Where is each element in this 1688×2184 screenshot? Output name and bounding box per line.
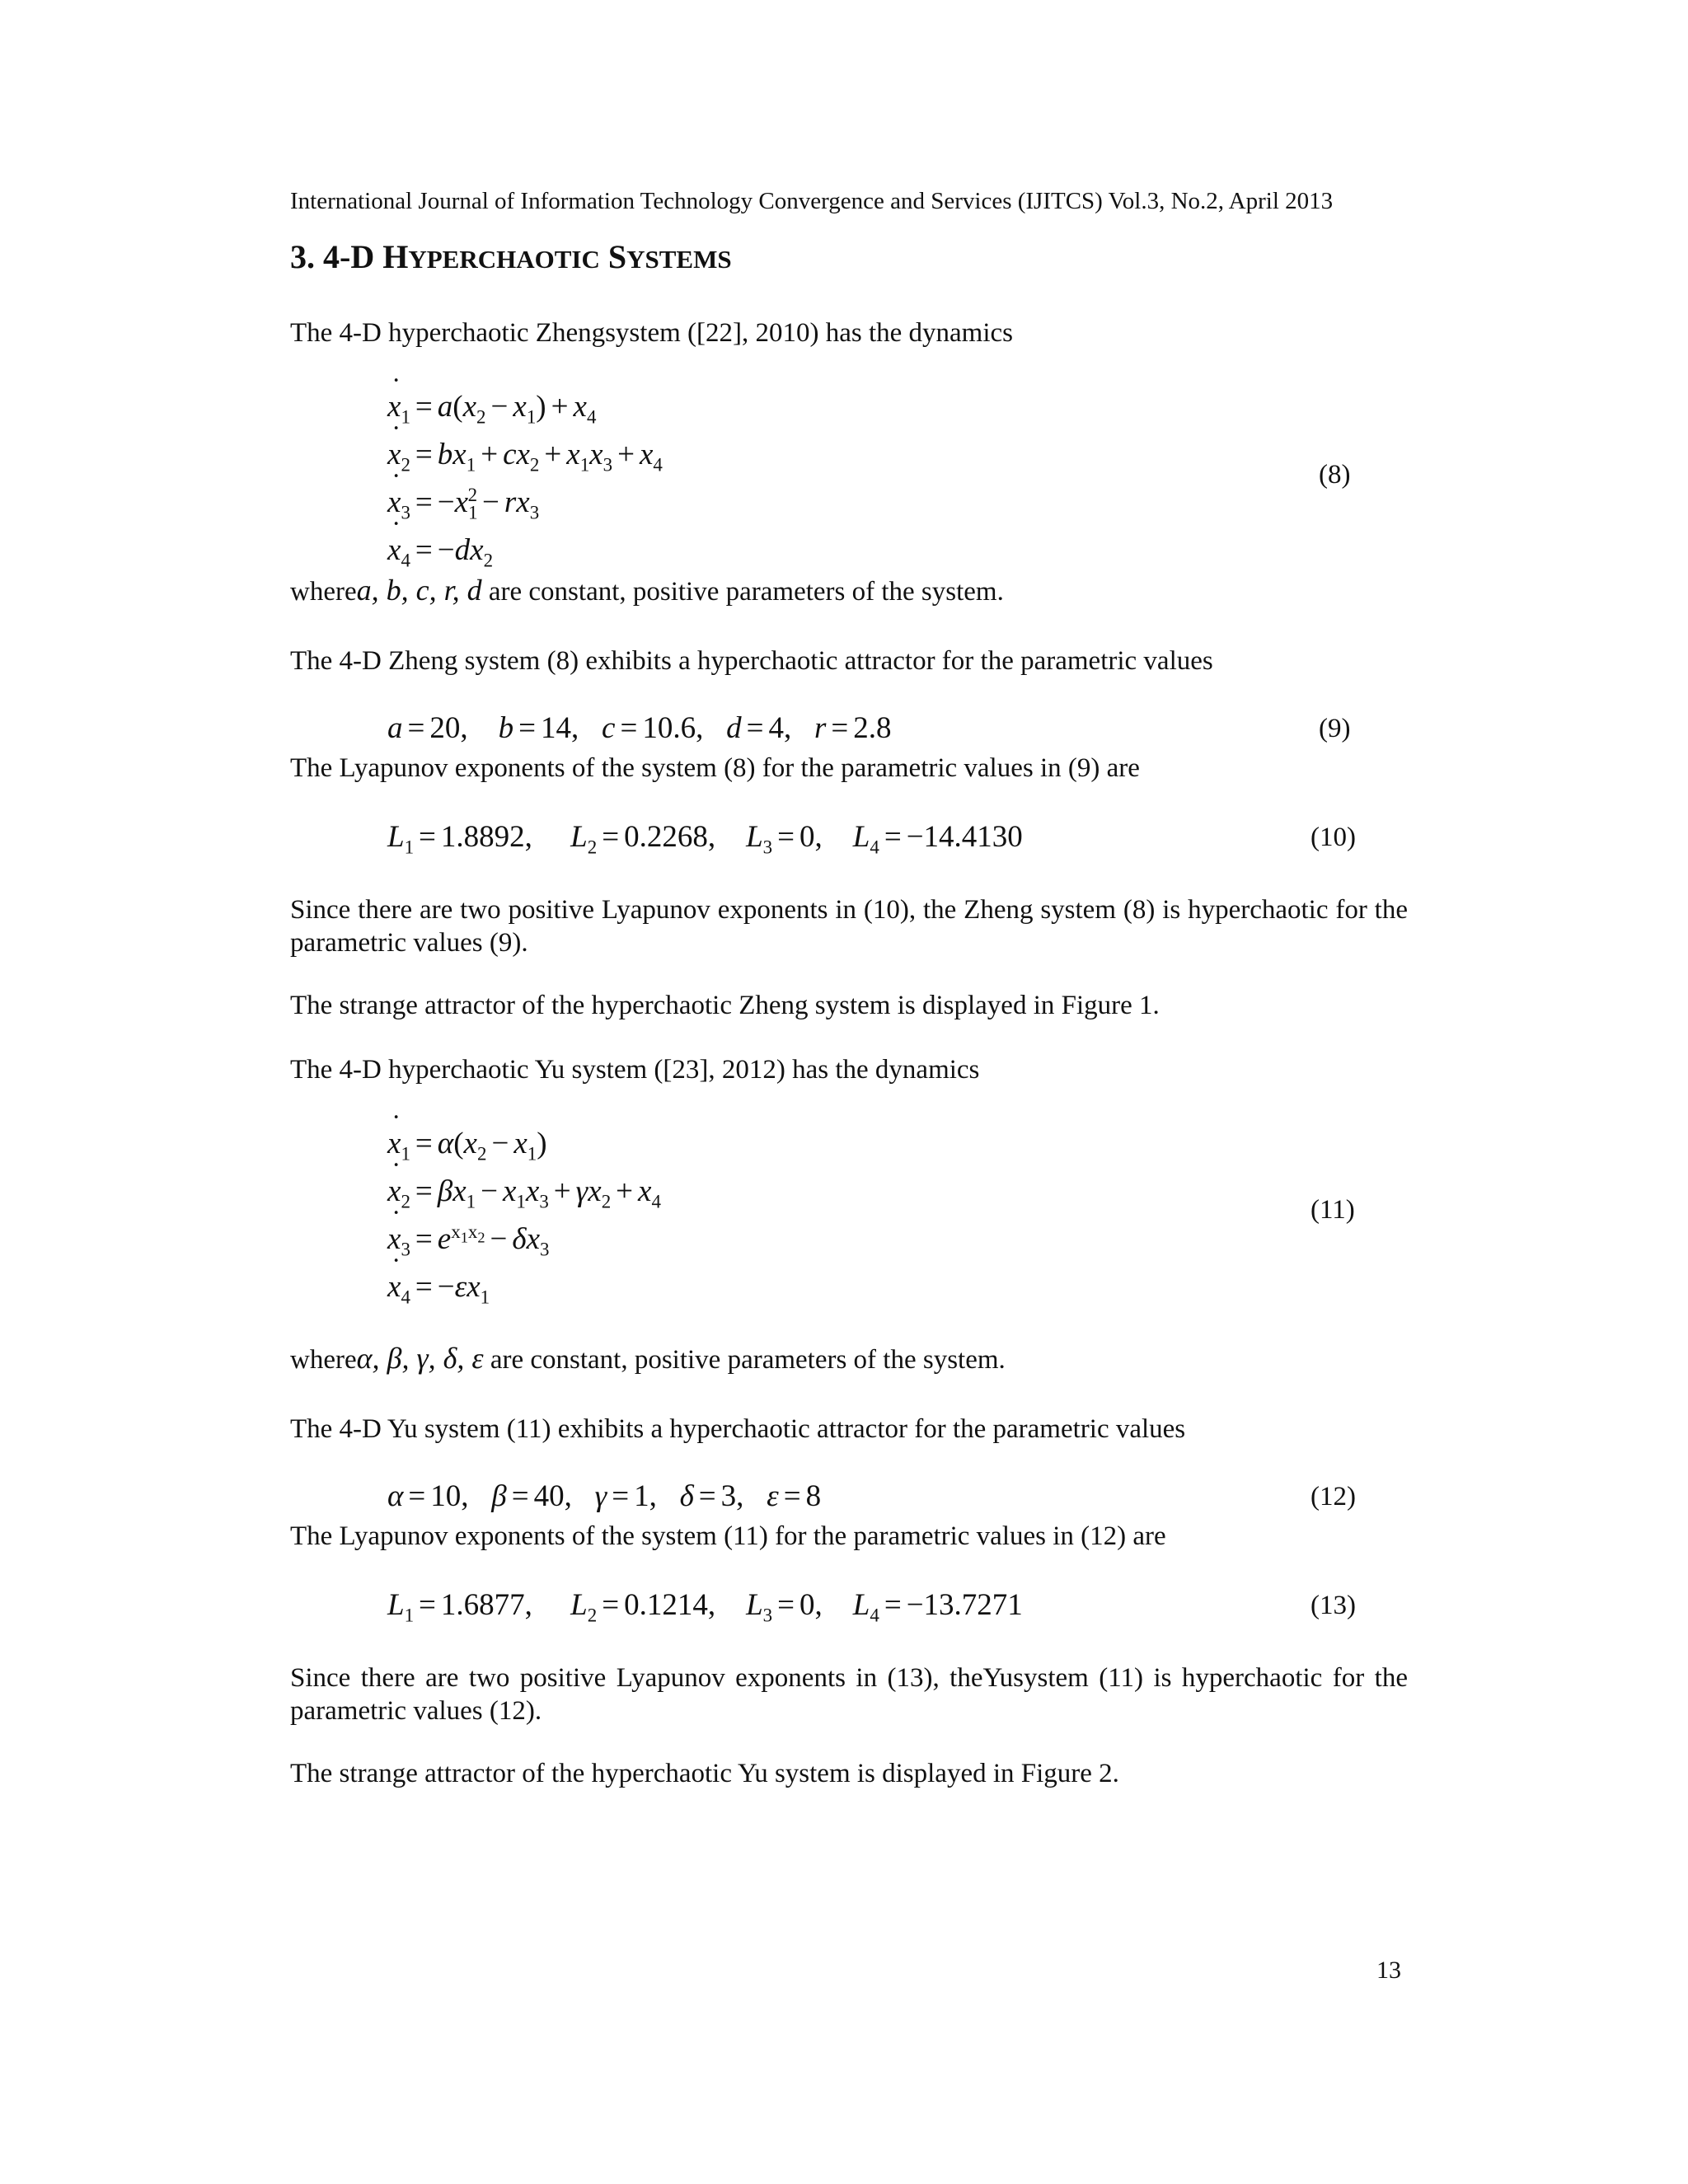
section-title-cap1: H [382, 238, 409, 275]
equation-line: ˙ $x_1 = \alpha(x_2 - x_1)$ [387, 1126, 547, 1161]
paragraph-yu-conclusion: Since there are two positive Lyapunov exponents in (13), theYusystem (11) is hyperchaotic for the parametric values (12). [290, 1663, 1408, 1726]
yu-parameter-values: α = 10, β = 40, γ = 1, δ = 3, ε = 8 [387, 1479, 822, 1513]
param-list: α, β, γ, δ, ε [356, 1342, 484, 1375]
lyapunov-L4: −13.7271 [906, 1588, 1023, 1622]
equation-number-10: (10) [1311, 823, 1356, 852]
equation-line: ˙ $x_4 = -dx_2$ [387, 532, 493, 568]
equation-number-13: (13) [1311, 1591, 1356, 1620]
lyapunov-L1: 1.8892 [440, 820, 525, 854]
paragraph-zheng-intro: The 4-D hyperchaotic Zhengsystem ([22], 2010) has the dynamics [290, 318, 1013, 348]
page-number: 13 [1376, 1957, 1401, 1984]
text-where: where [290, 1345, 357, 1375]
paragraph-zheng-attractor: The 4-D Zheng system (8) exhibits a hyperchaotic attractor for the parametric values [290, 646, 1213, 676]
text-where: where [290, 577, 357, 607]
text-suffix: are constant, positive parameters of the system. [490, 1345, 1006, 1375]
section-title-cap2: S [607, 238, 627, 275]
param-d: 4 [768, 711, 784, 745]
paragraph-zheng-lyapunov: The Lyapunov exponents of the system (8) for the parametric values in (9) are [290, 753, 1140, 783]
equation-number-9: (9) [1319, 714, 1351, 743]
paragraph-yu-attractor: The 4-D Yu system (11) exhibits a hyperchaotic attractor for the parametric values [290, 1414, 1186, 1444]
equation-line: ˙ $x_4 = -\varepsilon x_1$ [387, 1269, 490, 1305]
equation-number-12: (12) [1311, 1482, 1356, 1511]
section-number: 3. 4-D [290, 238, 375, 275]
lyapunov-L2: 0.2268 [624, 820, 708, 854]
paragraph-yu-intro: The 4-D hyperchaotic Yu system ([23], 2012) has the dynamics [290, 1055, 980, 1085]
param-beta: 40 [533, 1479, 565, 1513]
equation-number-11: (11) [1311, 1195, 1355, 1225]
lyapunov-L1: 1.6877 [440, 1588, 525, 1622]
param-c: 10.6 [642, 711, 696, 745]
paragraph-zheng-params [290, 574, 1004, 608]
param-gamma: 1 [634, 1479, 649, 1513]
paragraph-zheng-conclusion: Since there are two positive Lyapunov exponents in (10), the Zheng system (8) is hyperchaotic for the parametric values (9). [290, 895, 1408, 958]
text-suffix: are constant, positive parameters of the system. [488, 577, 1004, 607]
equation-line: ˙ $x_2 = bx_1 + cx_2 + x_1x_3 + x_4$ [387, 437, 663, 472]
lyapunov-L3: 0 [799, 820, 815, 854]
paragraph-zheng-figure: The strange attractor of the hyperchaotic Zheng system is displayed in Figure 1. [290, 991, 1160, 1020]
param-r: 2.8 [853, 711, 892, 745]
equation-line: ˙ $x_3 = -x_1^2 - rx_3$ [387, 485, 539, 520]
param-b: 14 [541, 711, 571, 745]
zheng-lyapunov-exponents: $L_1 = 1.8892$, $L_2 = 0.2268$, $L_3 = 0$, $L_4 = -14.4130$ [387, 820, 1023, 858]
paragraph-yu-params [290, 1342, 1006, 1376]
equation-number-8: (8) [1319, 460, 1351, 490]
lyapunov-L2: 0.1214 [624, 1588, 708, 1622]
section-title-sc2: YSTEMS [626, 245, 732, 274]
lyapunov-L3: 0 [799, 1588, 815, 1622]
zheng-parameter-values: a = 20, b = 14, c = 10.6, d = 4, r = 2.8 [387, 711, 892, 745]
equation-line: ˙ $x_3 = e^{x_1x_2} - \delta x_3$ [387, 1221, 549, 1257]
param-epsilon: 8 [805, 1479, 822, 1513]
param-delta: 3 [720, 1479, 737, 1513]
journal-header: International Journal of Information Technology Convergence and Services (IJITCS) Vol.3, No.2, April 2013 [290, 188, 1334, 214]
equation-line: ˙ $x_1 = a(x_2 - x_1) + x_4$ [387, 389, 596, 424]
yu-lyapunov-exponents: $L_1 = 1.6877$, $L_2 = 0.1214$, $L_3 = 0$, $L_4 = -13.7271$ [387, 1588, 1023, 1626]
param-alpha: 10 [430, 1479, 462, 1513]
param-a: 20 [429, 711, 461, 745]
lyapunov-L4: −14.4130 [906, 820, 1023, 854]
param-list: a, b, c, r, d [356, 574, 482, 607]
paragraph-yu-lyapunov: The Lyapunov exponents of the system (11) for the parametric values in (12) are [290, 1521, 1166, 1551]
section-title [290, 237, 732, 276]
equation-line: ˙ $x_2 = \beta x_1 - x_1x_3 + \gamma x_2 + x_4$ [387, 1174, 661, 1209]
section-title-sc1: YPERCHAOTIC [408, 245, 600, 274]
paragraph-yu-figure: The strange attractor of the hyperchaotic Yu system is displayed in Figure 2. [290, 1759, 1119, 1788]
